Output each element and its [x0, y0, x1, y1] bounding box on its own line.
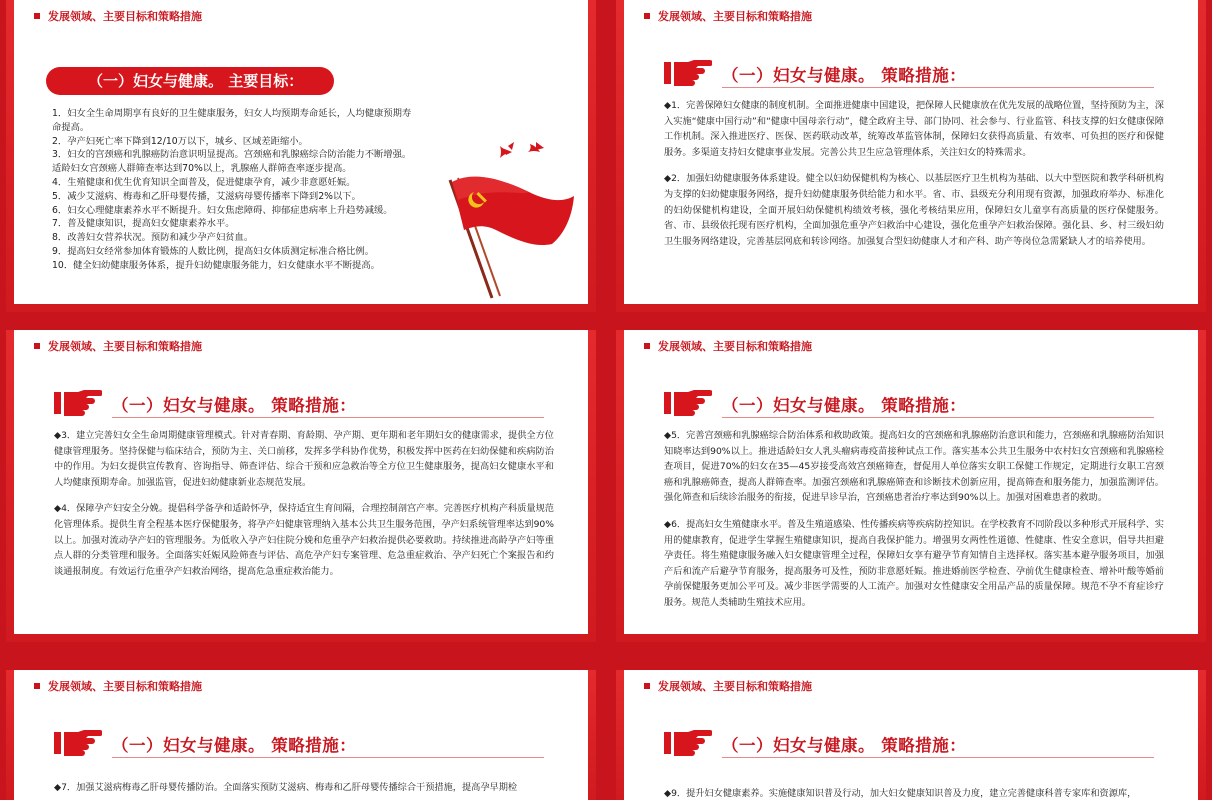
strategy-body: [664, 98, 1164, 260]
title-underline: [722, 757, 1154, 758]
slide-strategy-4: [6, 670, 596, 800]
strategy-paragraph: ◆3．建立完善妇女全生命周期健康管理模式。针对青春期、育龄期、孕产期、更年期和老年期妇女的健康需求，提供全方位健康管理服务。坚持保健与临床结合，预防为主、关口前移，发挥多学科协作优势，积极发挥中医药在妇幼保健和疾病防治中的作用。为妇女提供宣传教育、咨询指导、筛查评估、综合干预和应急救治等全方位卫生健康服务，提高妇女健康水平和人均健康预期寿命。加强监管，促进妇幼健康新业态规范发展。: [54, 430, 554, 488]
slide-strategy-3: [616, 330, 1206, 642]
header-square-icon: [644, 343, 650, 349]
header-label: 发展领域、主要目标和策略措施: [658, 340, 812, 353]
goal-list: [52, 107, 412, 273]
header-square-icon: [34, 343, 40, 349]
title-underline: [722, 417, 1154, 418]
strategy-body: [664, 428, 1164, 622]
strategy-title: [664, 728, 1164, 760]
title-underline: [722, 87, 1154, 88]
goal-item: 6．妇女心理健康素养水平不断提升。妇女焦虑障碍、抑郁症患病率上升趋势减缓。: [52, 204, 393, 216]
title-underline: [112, 417, 544, 418]
strategy-body: [664, 786, 1164, 800]
header-square-icon: [644, 683, 650, 689]
slide-content: [14, 0, 588, 304]
goal-item: 2．孕产妇死亡率下降到12/10万以下，城乡、区域差距缩小。: [52, 135, 308, 147]
strategy-paragraph: ◆6．提高妇女生殖健康水平。普及生殖道感染、性传播疾病等疾病防控知识。在学校教育不同阶段以多种形式开展科学、实用的健康教育，促进学生掌握生殖健康知识，提高自我保护能力。增强男女两性性道德、性健康、性安全意识，倡导共担避孕责任。将生殖健康服务融入妇女健康管理全过程，保障妇女享有避孕节育知情自主选择权。落实基本避孕服务项目，加强产后和流产后避孕节育服务，提高服务可及性，预防非意愿妊娠。推进婚前医学检查、孕前优生健康检查、增补叶酸等婚前孕前保健服务更加公平可及。减少非医学需要的人工流产。加强对女性健康安全用品产品的质量保障。规范不孕不育症诊疗服务。规范人类辅助生殖技术应用。: [664, 518, 1164, 608]
header-square-icon: [34, 13, 40, 19]
header-label: 发展领域、主要目标和策略措施: [48, 340, 202, 353]
pointing-hand-icon: [664, 58, 712, 88]
slide-strategy-5: [616, 670, 1206, 800]
header-label: 发展领域、主要目标和策略措施: [658, 10, 812, 23]
slide-header: [644, 678, 812, 694]
strategy-title-text: （一）妇女与健康。 策略措施：: [722, 396, 967, 415]
pointing-hand-icon: [54, 728, 102, 758]
slide-content: [14, 670, 588, 800]
slide-header: [34, 678, 202, 694]
slide-header: [644, 8, 812, 24]
slide-header: [34, 338, 202, 354]
slide-content: [624, 670, 1198, 800]
goal-item: 5．减少艾滋病、梅毒和乙肝母婴传播，艾滋病母婴传播率下降到2%以下。: [52, 190, 361, 202]
strategy-title-text: （一）妇女与健康。 策略措施：: [722, 66, 967, 85]
strategy-title-text: （一）妇女与健康。 策略措施：: [112, 736, 357, 755]
goal-item: 7．普及健康知识，提高妇女健康素养水平。: [52, 218, 235, 230]
strategy-title: [54, 728, 554, 760]
strategy-paragraph: ◆9．提升妇女健康素养。实施健康知识普及行动，加大妇女健康知识普及力度，建立完善健康科普专家库和资源库，: [664, 788, 1137, 799]
slide-content: [14, 330, 588, 634]
goal-item: 8．改善妇女营养状况。预防和减少孕产妇贫血。: [52, 232, 254, 244]
strategy-paragraph: ◆4．保障孕产妇安全分娩。提倡科学备孕和适龄怀孕，保持适宜生育间隔，合理控制剖宫产率。完善医疗机构产科质量规范化管理体系。提供生育全程基本医疗保健服务，将孕产妇健康管理纳入基本公共卫生服务范围，孕产妇系统管理率达到90%以上。加强对流动孕产妇的管理服务。为低收入孕产妇住院分娩和危重孕产妇救治提供必要救助。持续推进高龄孕产妇等重点人群的分类管理和服务。全面落实妊娠风险筛查与评估、高危孕产妇专案管理、危急重症救治、孕产妇死亡个案报告和约谈通报制度。有效运行危重孕产妇救治网络，提高危急重症救治能力。: [54, 503, 554, 577]
slide-strategy-1: [616, 0, 1206, 312]
goal-item: 4．生殖健康和优生优育知识全面普及，促进健康孕育，减少非意愿妊娠。: [52, 176, 356, 188]
goal-item: 10．健全妇幼健康服务体系，提升妇幼健康服务能力，妇女健康水平不断提高。: [52, 259, 380, 271]
goal-title-badge: （一）妇女与健康。 主要目标：: [46, 67, 334, 95]
header-square-icon: [34, 683, 40, 689]
pointing-hand-icon: [54, 388, 102, 418]
strategy-title: [664, 58, 1164, 90]
strategy-paragraph: ◆5．完善宫颈癌和乳腺癌综合防治体系和救助政策。提高妇女的宫颈癌和乳腺癌防治意识和能力，宫颈癌和乳腺癌防治知识知晓率达到90%以上。推进适龄妇女人乳头瘤病毒疫苗接种试点工作。落实基本公共卫生服务中农村妇女宫颈癌和乳腺癌检查项目，促进70%的妇女在35—45岁接受高效宫颈癌筛查，督促用人单位落实女职工保健工作规定，定期进行女职工宫颈癌和乳腺癌筛查，提高人群筛查率。加强宫颈癌和乳腺癌筛查和诊断技术创新应用，提高筛查和服务能力，加强监测评估。强化筛查和后续诊治服务的衔接，促进早诊早治，宫颈癌患者治疗率达到90%以上。加强对困难患者的救助。: [664, 430, 1164, 504]
slide-content: [624, 330, 1198, 634]
goal-item: 3．妇女的宫颈癌和乳腺癌防治意识明显提高。宫颈癌和乳腺癌综合防治能力不断增强。适龄妇女宫颈癌人群筛查率达到70%以上，乳腺癌人群筛查率逐步提高。: [52, 149, 412, 175]
header-label: 发展领域、主要目标和策略措施: [658, 680, 812, 693]
strategy-title: [664, 388, 1164, 420]
header-square-icon: [644, 13, 650, 19]
slide-goals: [6, 0, 596, 312]
slide-strategy-2: [6, 330, 596, 642]
slide-header: [644, 338, 812, 354]
header-label: 发展领域、主要目标和策略措施: [48, 680, 202, 693]
goal-item: 9．提高妇女经常参加体育锻炼的人数比例，提高妇女体质测定标准合格比例。: [52, 245, 375, 257]
strategy-paragraph: ◆7．加强艾滋病梅毒乙肝母婴传播防治。全面落实预防艾滋病、梅毒和乙肝母婴传播综合干预措施，提高孕早期检: [54, 782, 518, 793]
red-flag-with-doves-image: [434, 140, 584, 300]
header-label: 发展领域、主要目标和策略措施: [48, 10, 202, 23]
pointing-hand-icon: [664, 388, 712, 418]
slide-content: [624, 0, 1198, 304]
strategy-title-text: （一）妇女与健康。 策略措施：: [112, 396, 357, 415]
pointing-hand-icon: [664, 728, 712, 758]
strategy-paragraph: ◆2．加强妇幼健康服务体系建设。健全以妇幼保健机构为核心、以基层医疗卫生机构为基础、以大中型医院和教学科研机构为支撑的妇幼健康服务网络，提升妇幼健康服务供给能力和水平。省、市、县级充分利用现有资源，加强政府举办、标准化的妇幼保健机构建设，全面开展妇幼保健机构绩效考核，强化考核结果应用，保障妇女儿童享有高质量的医疗保健服务。省、市、县级依托现有医疗机构，全面加强危重孕产妇救治中心建设，强化危重孕产妇救治保障。强化县、乡、村三级妇幼卫生服务网络建设，完善基层网底和转诊网络。加强复合型妇幼健康人才和产科、助产等岗位急需紧缺人才的培养使用。: [664, 173, 1164, 247]
strategy-title: [54, 388, 554, 420]
strategy-body: [54, 428, 554, 590]
strategy-title-text: （一）妇女与健康。 策略措施：: [722, 736, 967, 755]
slide-header: [34, 8, 202, 24]
title-underline: [112, 757, 544, 758]
strategy-paragraph: ◆1．完善保障妇女健康的制度机制。全面推进健康中国建设，把保障人民健康放在优先发展的战略位置，坚持预防为主，深入实施“健康中国行动”和“健康中国母亲行动”，健全政府主导、部门协同、社会参与、行业监管、科技支撑的妇女健康保障工作机制。深入推进医疗、医保、医药联动改革，统筹改革监管体制，保障妇女获得高质量、有效率、可负担的医疗和保健服务。多渠道支持妇女健康事业发展。完善公共卫生应急管理体系，关注妇女的特殊需求。: [664, 100, 1164, 158]
goal-item: 1．妇女全生命周期享有良好的卫生健康服务，妇女人均预期寿命延长，人均健康预期寿命提高。: [52, 108, 412, 133]
strategy-body: [54, 780, 554, 800]
